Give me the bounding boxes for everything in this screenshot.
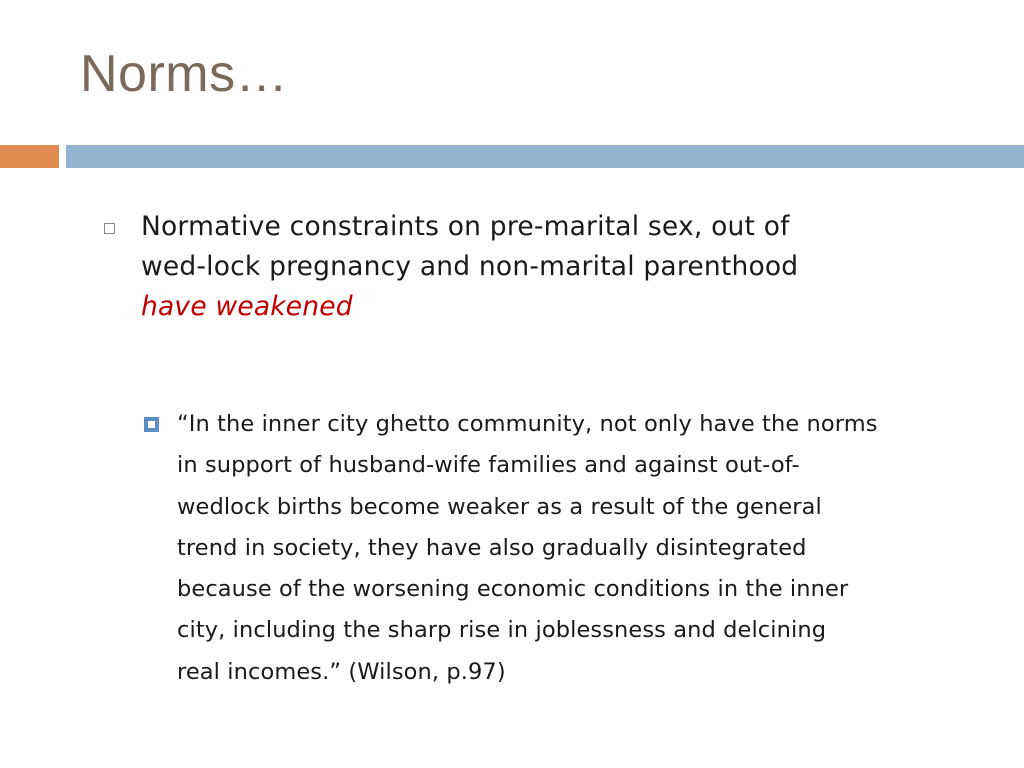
quote-line: “In the inner city ghetto community, not only have the norms: [177, 411, 878, 437]
hollow-square-bullet-icon: [104, 223, 115, 234]
title-accent-bar-blue: [66, 145, 1024, 168]
bullet-level1-line: Normative constraints on pre-marital sex, out of: [141, 211, 790, 242]
title-accent-bar-orange: [0, 145, 59, 168]
quote-line: because of the worsening economic conditions in the inner: [177, 576, 849, 603]
bullet-level1: [104, 207, 934, 327]
quote-line: real incomes.” (Wilson, p.97): [177, 658, 506, 685]
bullet-level1-line: wed-lock pregnancy and non-marital parenthood: [141, 251, 799, 282]
emphasis-text: have weakened: [141, 291, 353, 322]
quote-line: city, including the sharp rise in joblessness and delcining: [177, 617, 827, 644]
filled-square-bullet-icon: [144, 417, 159, 432]
quote-text: [177, 404, 1004, 693]
bullet-level2: [144, 404, 1004, 693]
slide-title: Norms…: [80, 45, 289, 103]
quote-line: trend in society, they have also gradually disintegrated: [177, 534, 807, 561]
quote-line: in support of husband-wife families and against out-of-: [177, 452, 800, 479]
bullet-level1-text: [141, 207, 934, 327]
quote-line: wedlock births become weaker as a result of the general: [177, 493, 822, 520]
